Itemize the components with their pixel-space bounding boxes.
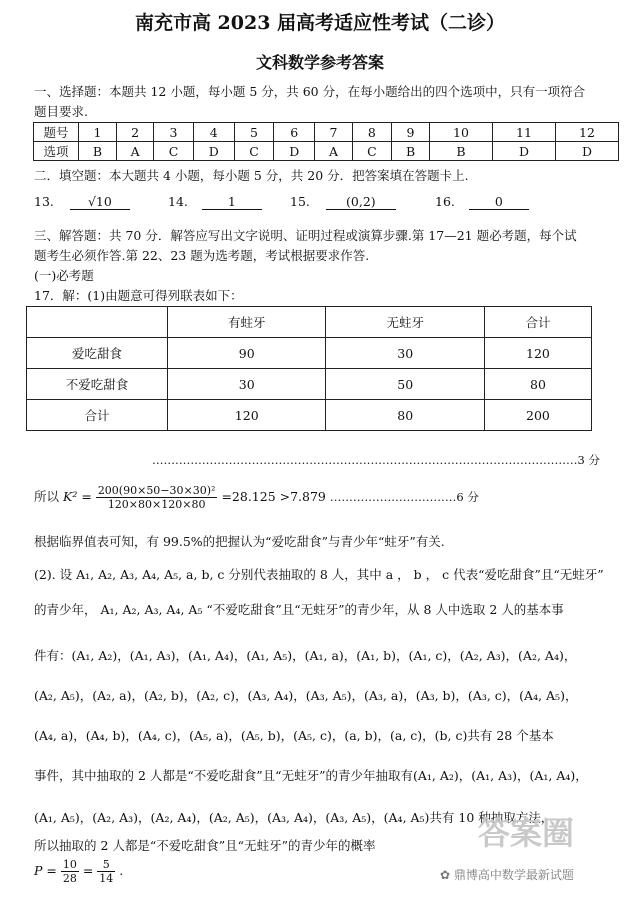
fill-answer: (0,2) (326, 194, 396, 210)
answer-option: C (234, 142, 273, 161)
fraction-numerator: 5 (97, 858, 115, 872)
k2-symbol: K² (63, 489, 78, 504)
answer-number: 1 (79, 123, 117, 142)
probability-formula (34, 858, 123, 885)
section2-heading: 二．填空题：本大题共 4 小题，每小题 5 分，共 20 分．把答案填在答题卡上. (34, 168, 469, 183)
fill-item-number: 16. (435, 194, 455, 209)
probability-label: P = (34, 863, 57, 878)
answer-number: 8 (352, 123, 391, 142)
fraction-numerator: 10 (62, 858, 77, 871)
fill-item-number: 13. (34, 194, 54, 209)
part2-line: 的青少年， A₁, A₂, A₃, A₄, A₅ “不爱吃甜食”且“无蛀牙”的青少年，从 8 人中选取 2 人的基本事 (34, 602, 564, 617)
table-header-row (27, 307, 592, 338)
answer-option: A (315, 142, 352, 161)
watermark-account-text: 鼎博高中数学最新试题 (453, 868, 574, 882)
answer-number: 7 (315, 123, 352, 142)
part2-line: 所以抽取的 2 人都是“不爱吃甜食”且“无蛀牙”的青少年的概率 (34, 838, 376, 853)
answer-number: 10 (430, 123, 493, 142)
k2-fraction (96, 484, 218, 511)
table-row (27, 400, 592, 431)
section1-heading-line1: 一、选择题：本题共 12 小题，每小题 5 分，共 60 分，在每小题给出的四个选项中，只有一项符合 (34, 84, 586, 99)
answer-table-label: 题号 (34, 123, 79, 142)
answer-number: 2 (116, 123, 153, 142)
answer-number: 11 (492, 123, 555, 142)
watermark-account (440, 866, 574, 883)
table-cell: 爱吃甜食 (27, 338, 168, 369)
table-cell: 50 (326, 369, 484, 400)
k2-prefix: 所以 (34, 489, 60, 504)
section3-heading-line1: 三、解答题：共 70 分．解答应写出文字说明、证明过程或演算步骤.第 17—21 题必考题，每个试 (34, 228, 577, 243)
table-header-cell (27, 307, 168, 338)
table-cell: 120 (484, 338, 591, 369)
table-row (27, 338, 592, 369)
page-subtitle: 文科数学参考答案 (255, 53, 384, 72)
score-line-3: …………………………………………………………………………………………………3 分 (152, 453, 600, 467)
page-title: 南充市高 2023 届高考适应性考试（二诊） (134, 12, 506, 34)
answer-option: B (430, 142, 493, 161)
answer-option: C (154, 142, 193, 161)
answer-option: D (492, 142, 555, 161)
answer-table-label: 选项 (34, 142, 79, 161)
equals-sign: = (82, 863, 94, 878)
period: . (119, 863, 124, 878)
table-row (27, 369, 592, 400)
answer-number: 4 (193, 123, 234, 142)
fill-answer: 0 (469, 194, 529, 210)
section1-heading-line2: 题目要求. (34, 104, 88, 119)
watermark-brand: 答案圈 (478, 814, 575, 852)
answer-option: B (79, 142, 117, 161)
fill-item-13 (34, 194, 130, 210)
table-cell: 90 (168, 338, 326, 369)
wechat-icon: ✿ (440, 868, 451, 882)
table-cell: 80 (484, 369, 591, 400)
fraction-denominator: 28 (62, 872, 77, 885)
fill-item-16 (435, 194, 529, 210)
probability-fraction-2 (97, 858, 115, 885)
score-line-6: ……………………………6 分 (329, 490, 479, 504)
table-header-cell: 无蛀牙 (326, 307, 484, 338)
part2-line: (A₁, A₅)，(A₂, A₃)，(A₂, A₄)，(A₂, A₅)，(A₃, A₄)，(A₃, A₅)，(A₄, A₅)共有 10 种抽取方法， (34, 810, 554, 825)
answer-number: 9 (392, 123, 430, 142)
fill-item-15 (290, 194, 396, 210)
fraction-denominator: 14 (99, 872, 114, 885)
answer-option: D (555, 142, 618, 161)
k2-denominator: 120×80×120×80 (107, 498, 206, 511)
probability-fraction-1 (61, 858, 79, 885)
answer-table-number-row (34, 123, 619, 142)
part2-line: (2). 设 A₁, A₂, A₃, A₄, A₅, a, b, c 分别代表抽取的 8 人，其中 a ， b ， c 代表“爱吃甜食”且“无蛀牙” (34, 567, 604, 582)
contingency-table (26, 306, 592, 431)
table-cell: 不爱吃甜食 (27, 369, 168, 400)
table-cell: 合计 (27, 400, 168, 431)
fill-answer: 1 (202, 194, 262, 210)
table-cell: 30 (326, 338, 484, 369)
answer-table (33, 122, 619, 161)
fill-item-number: 14. (168, 194, 188, 209)
section3-heading-line2: 题考生必须作答.第 22、23 题为选考题，考试根据要求作答. (34, 248, 370, 263)
answer-number: 6 (274, 123, 315, 142)
fill-item-14 (168, 194, 262, 210)
part2-line: 件有：(A₁, A₂)，(A₁, A₃)，(A₁, A₄)，(A₁, A₅)，(A₁, a)，(A₁, b)，(A₁, c)，(A₂, A₃)，(A₂, A₄)， (34, 648, 577, 663)
table-header-cell: 有蛀牙 (168, 307, 326, 338)
answer-option: C (352, 142, 391, 161)
answer-number: 12 (555, 123, 618, 142)
part2-line: (A₂, A₅)，(A₂, a)，(A₂, b)，(A₂, c)，(A₃, A₄)，(A₃, A₅)，(A₃, a)，(A₃, b)，(A₃, c)，(A₄, A₅)， (34, 688, 578, 703)
fill-item-number: 15. (290, 194, 310, 209)
table-cell: 80 (326, 400, 484, 431)
answer-option: D (193, 142, 234, 161)
q17-intro: 17．解：(1)由题意可得列联表如下： (34, 288, 243, 303)
table-header-cell: 合计 (484, 307, 591, 338)
answer-option: A (116, 142, 153, 161)
conclusion-text: 根据临界值表可知，有 99.5%的把握认为“爱吃甜食”与青少年“蛀牙”有关. (34, 534, 445, 549)
fill-answer: √10 (70, 194, 130, 210)
section3-subheading: (一)必考题 (34, 268, 94, 283)
answer-option: B (392, 142, 430, 161)
part2-line: 事件，其中抽取的 2 人都是“不爱吃甜食”且“无蛀牙”的青少年抽取有(A₁, A₂)，(A₁, A₃)，(A₁, A₄)， (34, 768, 588, 783)
answer-option: D (274, 142, 315, 161)
answer-table-option-row (34, 142, 619, 161)
part2-line: (A₄, a)，(A₄, b)，(A₄, c)，(A₅, a)，(A₅, b)，(A₅, c)，(a, b)，(a, c)，(b, c)共有 28 个基本 (34, 728, 554, 743)
k2-numerator: 200(90×50−30×30)² (97, 484, 216, 497)
k2-formula: 所以 K² = $\frac{\text{200(90×50−30×30)²}}{120\times 80\times 120\times 80}$ =28.125 >7.879 ……………………………6 分 (34, 484, 479, 511)
k2-result: =28.125 >7.879 (221, 489, 326, 504)
table-cell: 30 (168, 369, 326, 400)
table-cell: 120 (168, 400, 326, 431)
answer-number: 3 (154, 123, 193, 142)
table-cell: 200 (484, 400, 591, 431)
answer-number: 5 (234, 123, 273, 142)
